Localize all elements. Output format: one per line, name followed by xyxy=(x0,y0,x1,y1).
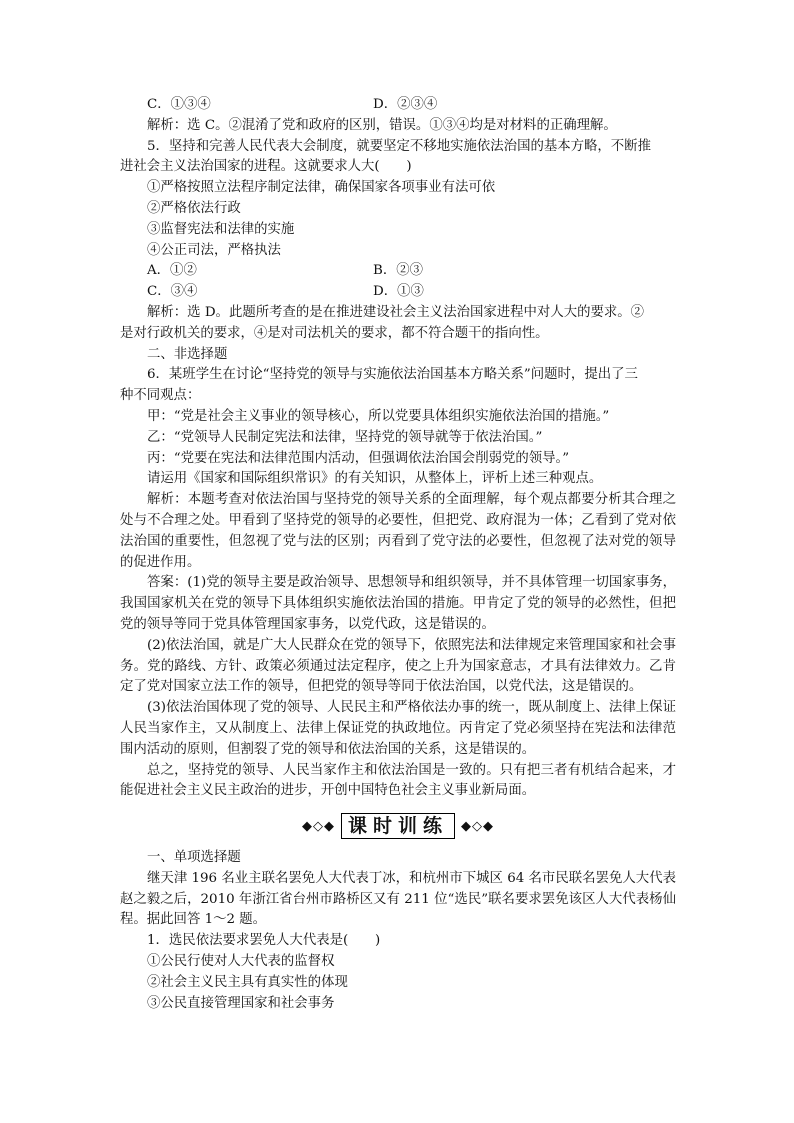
t1-item-3: ③公民直接管理国家和社会事务 xyxy=(147,995,335,1011)
q5-stem-line2: 进社会主义法治国家的进程。这就要求人大( ) xyxy=(120,159,412,175)
banner-right-ornament: ◆◇◆ xyxy=(461,818,494,834)
section-heading-single-choice: 一、单项选择题 xyxy=(147,850,241,866)
q6-answer-1: 答案：(1)党的领导主要是政治领导、思想领导和组织领导，并不具体管理一切国家事务，我国国家机关在党的领导下具体组织实施依法治国的措施。甲肯定了党的领导的必然性，但把党的领导等同于党具体管理国家事务，以党代政，这是错误的。 xyxy=(120,575,676,632)
q5-options-row2 xyxy=(120,282,676,303)
material-paragraph: 继天津 196 名业主联名罢免人大代表丁冰，和杭州市下城区 64 名市民联名罢免人大代表赵之毅之后，2010 年浙江省台州市路桥区又有 211 位“选民”联名要求罢免该区人大代表杨仙程。据此回答 1～2 题。 xyxy=(120,870,676,928)
q6-answer-2: (2)依法治国，就是广大人民群众在党的领导下，依照宪法和法律规定来管理国家和社会事务。党的路线、方针、政策必须通过法定程序，使之上升为国家意志，才具有法律效力。乙肯定了党对国家立法工作的领导，但把党的领导等同于依法治国，以党代法，这是错误的。 xyxy=(120,637,676,695)
q6-view-yi: 乙：“党领导人民制定宪法和法律，坚持党的领导就等于依法治国。” xyxy=(147,429,543,445)
q6-answer-summary: 总之，坚持党的领导、人民当家作主和依法治国是一致的。只有把三者有机结合起来，才能促进社会主义民主政治的进步，开创中国特色社会主义事业新局面。 xyxy=(120,762,676,799)
q5-options-row1 xyxy=(120,261,676,282)
q6-ask: 请运用《国家和国际组织常识》的有关知识，从整体上，评析上述三种观点。 xyxy=(147,471,603,487)
option-d: D．②③④ xyxy=(373,97,438,112)
q5-item-3: ③监督宪法和法律的实施 xyxy=(147,221,295,237)
q5-item-2: ②严格依法行政 xyxy=(147,200,241,216)
document-page xyxy=(120,95,676,1014)
option-c: C．①③④ xyxy=(147,97,211,112)
banner-left-ornament: ◆◇◆ xyxy=(301,818,335,834)
q6-view-jia: 甲：“党是社会主义事业的领导核心，所以党要具体组织实施依法治国的措施。” xyxy=(147,408,610,424)
q6-answer-3: (3)依法治国体现了党的领导、人民民主和严格依法办事的统一，既从制度上、法律上保证人民当家作主，又从制度上、法律上保证党的执政地位。丙肯定了党必须坚持在宪法和法律范围内活动的原则，但割裂了党的领导和依法治国的关系，这是错误的。 xyxy=(120,700,676,757)
q5-item-4: ④公正司法，严格执法 xyxy=(147,242,281,258)
q5-item-1: ①严格按照立法程序制定法律，确保国家各项事业有法可依 xyxy=(147,180,496,196)
q6-view-bing: 丙：“党要在宪法和法律范围内活动，但强调依法治国会削弱党的领导。” xyxy=(147,450,570,466)
banner-title: 课时训练 xyxy=(341,813,455,839)
q5-analysis-line1: 解析：选 D。此题所考查的是在推进建设社会主义法治国家进程中对人大的要求。② xyxy=(147,304,645,320)
section-heading-nonchoice: 二、非选择题 xyxy=(147,346,228,362)
t1-item-1: ①公民行使对人大代表的监督权 xyxy=(147,954,335,970)
q4-options-row xyxy=(120,95,676,116)
q6-stem-line2: 种不同观点： xyxy=(120,388,201,404)
q6-stem-line1: 6．某班学生在讨论“坚持党的领导与实施依法治国基本方略关系”问题时，提出了三 xyxy=(147,367,638,383)
option-c: C．③④ xyxy=(147,284,198,300)
q4-analysis: 解析：选 C。②混淆了党和政府的区别，错误。①③④均是对材料的正确理解。 xyxy=(147,117,617,133)
t1-item-2: ②社会主义民主具有真实性的体现 xyxy=(147,974,348,990)
q5-analysis-line2: 是对行政机关的要求，④是对司法机关的要求，都不符合题干的指向性。 xyxy=(120,325,549,341)
q5-stem-line1: 5．坚持和完善人民代表大会制度，就要坚定不移地实施依法治国的基本方略，不断推 xyxy=(147,138,651,154)
option-b: B．②③ xyxy=(373,263,424,279)
option-a: A．①② xyxy=(147,263,197,279)
section-banner xyxy=(120,806,676,846)
q6-analysis: 解析：本题考查对依法治国与坚持党的领导关系的全面理解，每个观点都要分析其合理之处与不合理之处。甲看到了坚持党的领导的必要性，但把党、政府混为一体；乙看到了党对依法治国的重要性，但忽视了党与法的区别；丙看到了党守法的必要性，但忽视了法对党的领导的促进作用。 xyxy=(120,492,676,570)
option-d: D．①③ xyxy=(373,284,424,300)
t1-stem: 1．选民依法要求罢免人大代表是( ) xyxy=(147,933,381,949)
